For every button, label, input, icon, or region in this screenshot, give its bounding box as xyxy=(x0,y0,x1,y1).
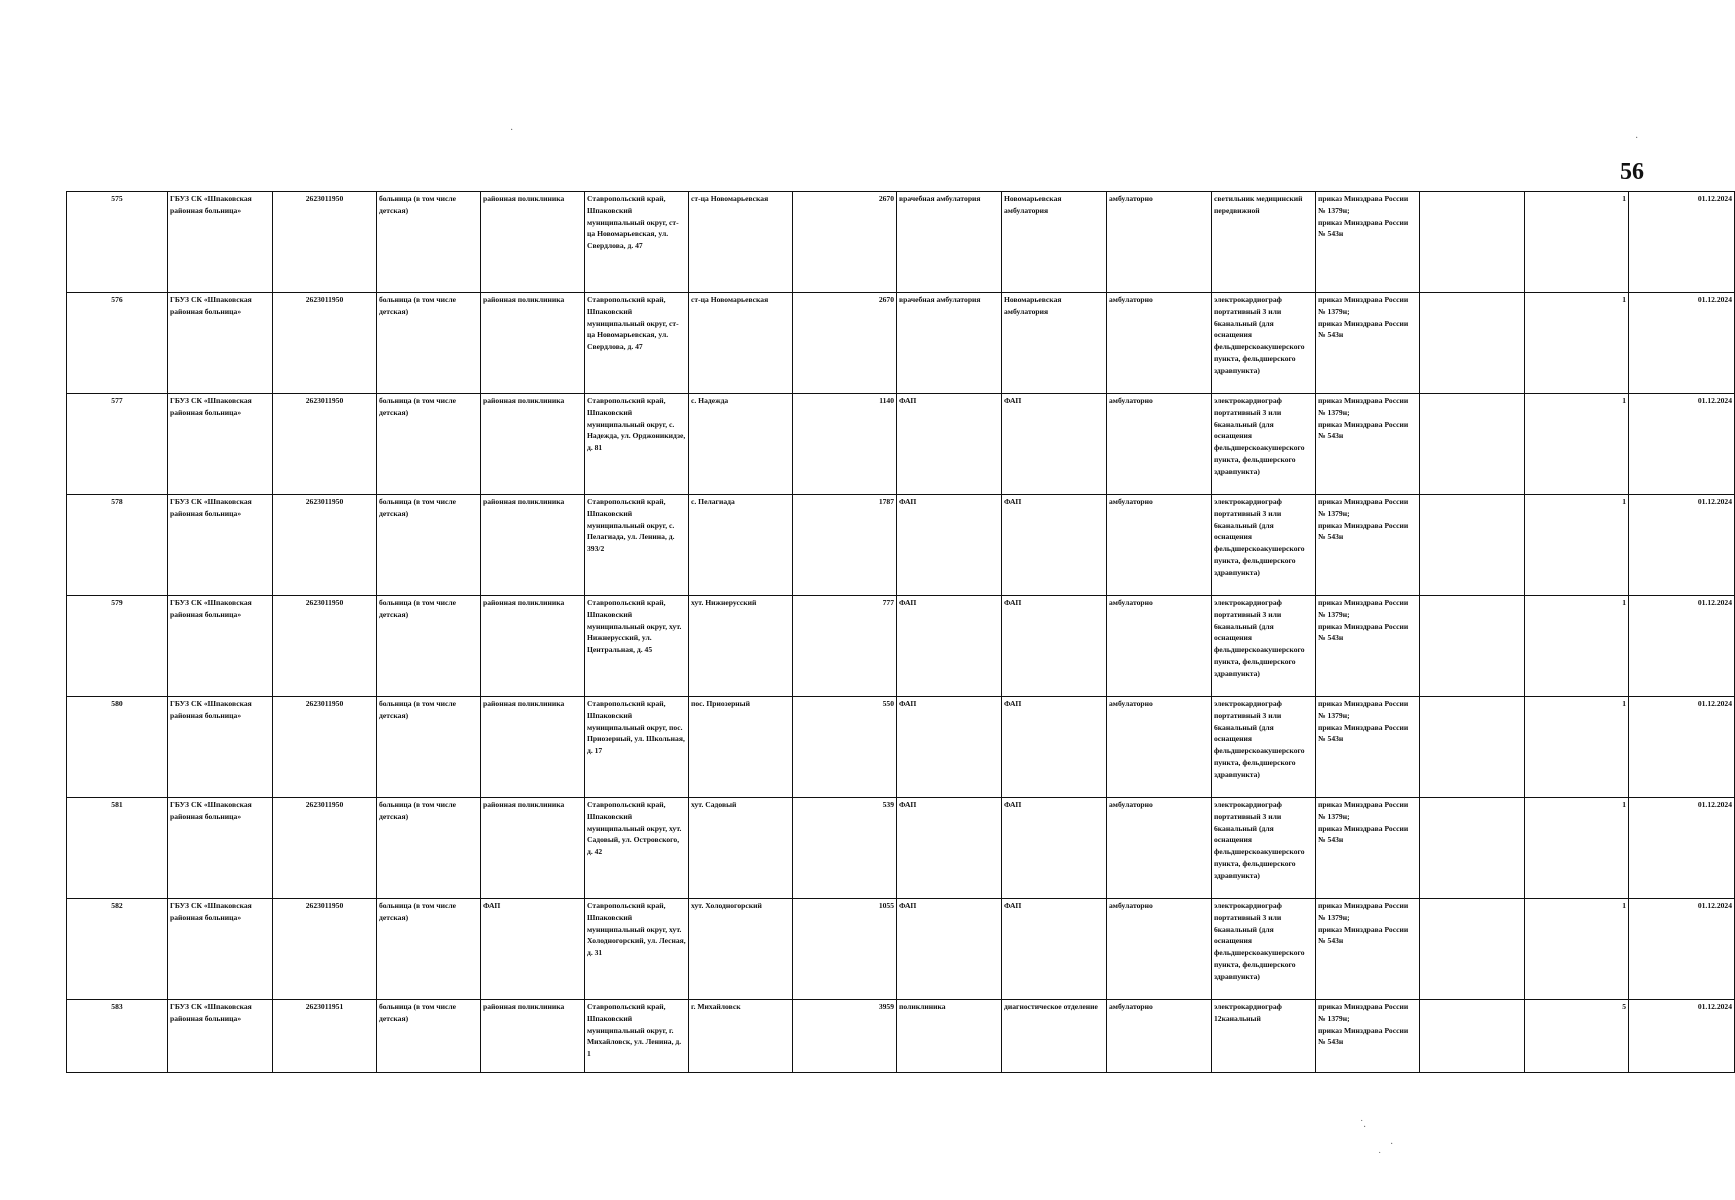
equipment-name: электрокардиограф портативный 3 или 6канальный (для оснащения фельдшерскоакушерского пункта, фельдшерского здравпункта) xyxy=(1212,394,1316,495)
row-number: 575 xyxy=(67,192,168,293)
settlement-name: хут. Садовый xyxy=(689,798,793,899)
unit-name: ФАП xyxy=(1002,697,1107,798)
delivery-date: 01.12.2024 xyxy=(1629,293,1735,394)
facility-address: Ставропольский край, Шпаковский муниципальный округ, хут. Нижнерусский, ул. Центральная, д. 45 xyxy=(585,596,689,697)
equipment-name: светильник медицинский передвижной xyxy=(1212,192,1316,293)
regulatory-order: приказ Минздрава России № 1379н; приказ Минздрава России № 543н xyxy=(1316,394,1420,495)
table-row xyxy=(67,596,1735,697)
equipment-name: электрокардиограф портативный 3 или 6канальный (для оснащения фельдшерскоакушерского пункта, фельдшерского здравпункта) xyxy=(1212,899,1316,1000)
unit-name: диагностическое отделение xyxy=(1002,1000,1107,1073)
facility-type: больница (в том числе детская) xyxy=(377,495,481,596)
organization-name: ГБУЗ СК «Шпаковская районная больница» xyxy=(168,495,273,596)
department-name: районная поликлиника xyxy=(481,697,585,798)
organization-name: ГБУЗ СК «Шпаковская районная больница» xyxy=(168,798,273,899)
inn-code: 2623011950 xyxy=(273,293,377,394)
empty-cell xyxy=(1420,394,1525,495)
facility-address: Ставропольский край, Шпаковский муниципальный округ, с. Пелагиада, ул. Ленина, д. 393/2 xyxy=(585,495,689,596)
inn-code: 2623011950 xyxy=(273,596,377,697)
facility-type: больница (в том числе детская) xyxy=(377,596,481,697)
settlement-name: с. Надежда xyxy=(689,394,793,495)
population-count: 1140 xyxy=(793,394,897,495)
unit-type: ФАП xyxy=(897,495,1002,596)
population-count: 550 xyxy=(793,697,897,798)
empty-cell xyxy=(1420,596,1525,697)
care-condition: амбулаторно xyxy=(1107,596,1212,697)
row-number: 582 xyxy=(67,899,168,1000)
equipment-quantity: 1 xyxy=(1525,798,1629,899)
population-count: 2670 xyxy=(793,293,897,394)
unit-type: ФАП xyxy=(897,596,1002,697)
empty-cell xyxy=(1420,495,1525,596)
inn-code: 2623011950 xyxy=(273,798,377,899)
equipment-quantity: 1 xyxy=(1525,192,1629,293)
unit-type: ФАП xyxy=(897,798,1002,899)
scan-speck: · xyxy=(1635,133,1639,144)
settlement-name: г. Михайловск xyxy=(689,1000,793,1073)
department-name: районная поликлиника xyxy=(481,596,585,697)
unit-type: ФАП xyxy=(897,697,1002,798)
regulatory-order: приказ Минздрава России № 1379н; приказ Минздрава России № 543н xyxy=(1316,798,1420,899)
regulatory-order: приказ Минздрава России № 1379н; приказ Минздрава России № 543н xyxy=(1316,495,1420,596)
equipment-quantity: 1 xyxy=(1525,394,1629,495)
organization-name: ГБУЗ СК «Шпаковская районная больница» xyxy=(168,192,273,293)
equipment-quantity: 1 xyxy=(1525,697,1629,798)
delivery-date: 01.12.2024 xyxy=(1629,192,1735,293)
population-count: 1055 xyxy=(793,899,897,1000)
facility-address: Ставропольский край, Шпаковский муниципальный округ, пос. Приозерный, ул. Школьная, д. 17 xyxy=(585,697,689,798)
row-number: 576 xyxy=(67,293,168,394)
organization-name: ГБУЗ СК «Шпаковская районная больница» xyxy=(168,899,273,1000)
settlement-name: ст-ца Новомарьевская xyxy=(689,293,793,394)
unit-name: Новомарьевская амбулатория xyxy=(1002,192,1107,293)
inn-code: 2623011950 xyxy=(273,495,377,596)
equipment-name: электрокардиограф портативный 3 или 6канальный (для оснащения фельдшерскоакушерского пункта, фельдшерского здравпункта) xyxy=(1212,697,1316,798)
care-condition: амбулаторно xyxy=(1107,394,1212,495)
equipment-quantity: 1 xyxy=(1525,293,1629,394)
care-condition: амбулаторно xyxy=(1107,495,1212,596)
table-row xyxy=(67,192,1735,293)
scan-speck: ˙ xyxy=(1378,1151,1382,1162)
scan-speck: · xyxy=(510,125,514,136)
settlement-name: пос. Приозерный xyxy=(689,697,793,798)
unit-name: ФАП xyxy=(1002,798,1107,899)
unit-name: Новомарьевская амбулатория xyxy=(1002,293,1107,394)
facility-type: больница (в том числе детская) xyxy=(377,192,481,293)
care-condition: амбулаторно xyxy=(1107,293,1212,394)
unit-type: ФАП xyxy=(897,394,1002,495)
table-row xyxy=(67,495,1735,596)
row-number: 578 xyxy=(67,495,168,596)
settlement-name: хут. Холодногорский xyxy=(689,899,793,1000)
facility-address: Ставропольский край, Шпаковский муниципальный округ, ст-ца Новомарьевская, ул. Свердлова, д. 47 xyxy=(585,192,689,293)
department-name: районная поликлиника xyxy=(481,293,585,394)
organization-name: ГБУЗ СК «Шпаковская районная больница» xyxy=(168,697,273,798)
row-number: 579 xyxy=(67,596,168,697)
regulatory-order: приказ Минздрава России № 1379н; приказ Минздрава России № 543н xyxy=(1316,697,1420,798)
facility-type: больница (в том числе детская) xyxy=(377,293,481,394)
regulatory-order: приказ Минздрава России № 1379н; приказ Минздрава России № 543н xyxy=(1316,293,1420,394)
inn-code: 2623011950 xyxy=(273,192,377,293)
facility-address: Ставропольский край, Шпаковский муниципальный округ, хут. Холодногорский, ул. Лесная, д. 31 xyxy=(585,899,689,1000)
department-name: районная поликлиника xyxy=(481,495,585,596)
facility-type: больница (в том числе детская) xyxy=(377,697,481,798)
unit-type: врачебная амбулатория xyxy=(897,293,1002,394)
population-count: 777 xyxy=(793,596,897,697)
delivery-date: 01.12.2024 xyxy=(1629,697,1735,798)
row-number: 583 xyxy=(67,1000,168,1073)
inn-code: 2623011950 xyxy=(273,697,377,798)
department-name: районная поликлиника xyxy=(481,192,585,293)
equipment-name: электрокардиограф 12канальный xyxy=(1212,1000,1316,1073)
department-name: районная поликлиника xyxy=(481,1000,585,1073)
facility-type: больница (в том числе детская) xyxy=(377,1000,481,1073)
scan-speck: ˙. xyxy=(1360,1119,1366,1130)
facility-address: Ставропольский край, Шпаковский муниципальный округ, ст-ца Новомарьевская, ул. Свердлова, д. 47 xyxy=(585,293,689,394)
organization-name: ГБУЗ СК «Шпаковская районная больница» xyxy=(168,394,273,495)
registry-body xyxy=(67,192,1735,1073)
organization-name: ГБУЗ СК «Шпаковская районная больница» xyxy=(168,293,273,394)
equipment-name: электрокардиограф портативный 3 или 6канальный (для оснащения фельдшерскоакушерского пункта, фельдшерского здравпункта) xyxy=(1212,798,1316,899)
care-condition: амбулаторно xyxy=(1107,1000,1212,1073)
empty-cell xyxy=(1420,293,1525,394)
department-name: ФАП xyxy=(481,899,585,1000)
equipment-registry-table xyxy=(66,191,1735,1073)
empty-cell xyxy=(1420,192,1525,293)
care-condition: амбулаторно xyxy=(1107,697,1212,798)
table-row xyxy=(67,798,1735,899)
inn-code: 2623011951 xyxy=(273,1000,377,1073)
delivery-date: 01.12.2024 xyxy=(1629,798,1735,899)
unit-type: поликлиника xyxy=(897,1000,1002,1073)
delivery-date: 01.12.2024 xyxy=(1629,899,1735,1000)
equipment-name: электрокардиограф портативный 3 или 6канальный (для оснащения фельдшерскоакушерского пункта, фельдшерского здравпункта) xyxy=(1212,596,1316,697)
population-count: 3959 xyxy=(793,1000,897,1073)
scan-speck: · xyxy=(1390,1139,1394,1150)
population-count: 2670 xyxy=(793,192,897,293)
care-condition: амбулаторно xyxy=(1107,192,1212,293)
equipment-quantity: 1 xyxy=(1525,899,1629,1000)
regulatory-order: приказ Минздрава России № 1379н; приказ Минздрава России № 543н xyxy=(1316,1000,1420,1073)
regulatory-order: приказ Минздрава России № 1379н; приказ Минздрава России № 543н xyxy=(1316,899,1420,1000)
department-name: районная поликлиника xyxy=(481,394,585,495)
department-name: районная поликлиника xyxy=(481,798,585,899)
facility-address: Ставропольский край, Шпаковский муниципальный округ, г. Михайловск, ул. Ленина, д. 1 xyxy=(585,1000,689,1073)
unit-type: врачебная амбулатория xyxy=(897,192,1002,293)
settlement-name: ст-ца Новомарьевская xyxy=(689,192,793,293)
unit-type: ФАП xyxy=(897,899,1002,1000)
row-number: 580 xyxy=(67,697,168,798)
empty-cell xyxy=(1420,798,1525,899)
delivery-date: 01.12.2024 xyxy=(1629,394,1735,495)
table-row xyxy=(67,293,1735,394)
delivery-date: 01.12.2024 xyxy=(1629,1000,1735,1073)
settlement-name: хут. Нижнерусский xyxy=(689,596,793,697)
table-row xyxy=(67,1000,1735,1073)
facility-type: больница (в том числе детская) xyxy=(377,798,481,899)
table-row xyxy=(67,899,1735,1000)
equipment-quantity: 5 xyxy=(1525,1000,1629,1073)
facility-type: больница (в том числе детская) xyxy=(377,899,481,1000)
care-condition: амбулаторно xyxy=(1107,899,1212,1000)
empty-cell xyxy=(1420,697,1525,798)
delivery-date: 01.12.2024 xyxy=(1629,495,1735,596)
unit-name: ФАП xyxy=(1002,899,1107,1000)
empty-cell xyxy=(1420,1000,1525,1073)
empty-cell xyxy=(1420,899,1525,1000)
care-condition: амбулаторно xyxy=(1107,798,1212,899)
equipment-name: электрокардиограф портативный 3 или 6канальный (для оснащения фельдшерскоакушерского пункта, фельдшерского здравпункта) xyxy=(1212,293,1316,394)
delivery-date: 01.12.2024 xyxy=(1629,596,1735,697)
table-row xyxy=(67,394,1735,495)
organization-name: ГБУЗ СК «Шпаковская районная больница» xyxy=(168,1000,273,1073)
settlement-name: с. Пелагиада xyxy=(689,495,793,596)
population-count: 539 xyxy=(793,798,897,899)
unit-name: ФАП xyxy=(1002,596,1107,697)
inn-code: 2623011950 xyxy=(273,394,377,495)
equipment-quantity: 1 xyxy=(1525,495,1629,596)
facility-address: Ставропольский край, Шпаковский муниципальный округ, хут. Садовый, ул. Островского, д. 42 xyxy=(585,798,689,899)
row-number: 581 xyxy=(67,798,168,899)
inn-code: 2623011950 xyxy=(273,899,377,1000)
facility-address: Ставропольский край, Шпаковский муниципальный округ, с. Надежда, ул. Орджоникидзе, д. 81 xyxy=(585,394,689,495)
equipment-name: электрокардиограф портативный 3 или 6канальный (для оснащения фельдшерскоакушерского пункта, фельдшерского здравпункта) xyxy=(1212,495,1316,596)
facility-type: больница (в том числе детская) xyxy=(377,394,481,495)
row-number: 577 xyxy=(67,394,168,495)
regulatory-order: приказ Минздрава России № 1379н; приказ Минздрава России № 543н xyxy=(1316,596,1420,697)
page-number: 56 xyxy=(1620,159,1644,185)
regulatory-order: приказ Минздрава России № 1379н; приказ Минздрава России № 543н xyxy=(1316,192,1420,293)
unit-name: ФАП xyxy=(1002,495,1107,596)
organization-name: ГБУЗ СК «Шпаковская районная больница» xyxy=(168,596,273,697)
population-count: 1787 xyxy=(793,495,897,596)
table-row xyxy=(67,697,1735,798)
equipment-quantity: 1 xyxy=(1525,596,1629,697)
unit-name: ФАП xyxy=(1002,394,1107,495)
